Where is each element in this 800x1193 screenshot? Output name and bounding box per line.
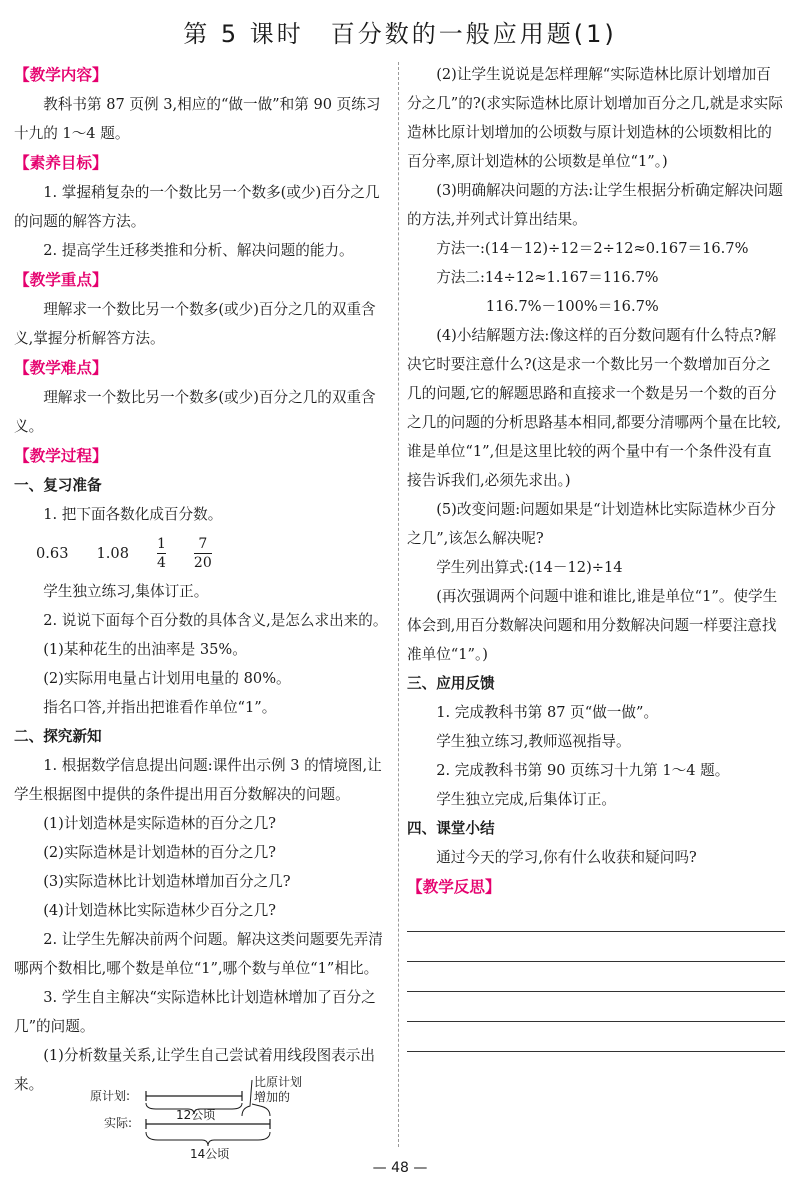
reflection-line [407,902,785,932]
explore-step-2: 2. 让学生先解决前两个问题。解决这类问题要先弄清哪两个数相比,哪个数是单位“1”,哪个数与单位“1”相比。 [14,931,383,977]
feedback-2: 2. 完成教科书第 90 页练习十九第 1～4 题。 [436,762,730,779]
heading-key-points: 【教学重点】 [14,271,108,289]
key-points-text: 理解求一个数比另一个数多(或少)百分之几的双重含义,掌握分析解答方法。 [14,301,376,347]
explore-question-2: (2)实际造林是计划造林的百分之几? [43,844,276,861]
explore-question-1: (1)计划造林是实际造林的百分之几? [43,815,276,832]
heading-teaching-content: 【教学内容】 [14,66,108,84]
fraction-denominator: 4 [157,554,166,571]
fraction-1-4 [157,536,166,571]
difficulties-text: 理解求一个数比另一个数多(或少)百分之几的双重含义。 [14,389,376,435]
section-summary: 四、课堂小结 [407,820,495,837]
right-column [407,60,785,1052]
feedback-2-note: 学生独立完成,后集体订正。 [436,791,616,808]
review-note-2: 指名口答,并指出把谁看作单位“1”。 [43,699,277,716]
review-item-a: (1)某种花生的出油率是 35%。 [43,641,247,658]
feedback-1: 1. 完成教科书第 87 页“做一做”。 [436,704,659,721]
increase-label-2: 增加的 [254,1090,291,1104]
number-item: 1.08 [96,544,129,562]
explore-step-3-1: (1)分析数量关系,让学生自己尝试着用线段图表示出来。 [14,1047,375,1093]
fraction-denominator: 20 [193,554,212,571]
column-divider [398,62,399,1147]
explore-question-3: (3)实际造林比计划造林增加百分之几? [43,873,291,890]
reflection-line [407,962,785,992]
explore-step-3: 3. 学生自主解决“实际造林比计划造林增加了百分之几”的问题。 [14,989,376,1035]
page-title: 第 5 课时 百分数的一般应用题(1) [183,20,617,48]
reflection-line [407,932,785,962]
review-item-b: (2)实际用电量占计划用电量的 80%。 [43,670,291,687]
actual-brace [146,1132,270,1146]
goal-2: 2. 提高学生迁移类推和分析、解决问题的能力。 [43,242,354,259]
section-review: 一、复习准备 [14,477,102,494]
explore-step-1: 1. 根据数学信息提出问题:课件出示例 3 的情境图,让学生根据图中提供的条件提出用百分数解决的问题。 [14,757,382,803]
review-question-2: 2. 说说下面每个百分数的具体含义,是怎么求出来的。 [43,612,388,629]
increase-label-1: 比原计划 [254,1075,303,1089]
review-question-1: 1. 把下面各数化成百分数。 [43,506,223,523]
method-1: 方法一:(14－12)÷12＝2÷12≈0.167＝16.7% [436,240,749,257]
fraction-numerator: 1 [157,535,166,552]
actual-value: 14公顷 [190,1147,230,1161]
reflection-line [407,1022,785,1052]
number-list [14,529,392,577]
summary-text: 通过今天的学习,你有什么收获和疑问吗? [436,849,697,866]
variant-emphasis: (再次强调两个问题中谁和谁比,谁是单位“1”。使学生体会到,用百分数解决问题和用分数解决问题一样要注意找准单位“1”。) [407,588,778,663]
explore-question-4: (4)计划造林比实际造林少百分之几? [43,902,276,919]
goal-1: 1. 掌握稍复杂的一个数比另一个数多(或少)百分之几的问题的解答方法。 [14,184,380,230]
increase-brace-right [252,1104,270,1116]
variant-question: (5)改变问题:问题如果是“计划造林比实际造林少百分之几”,该怎么解决呢? [407,501,776,547]
reflection-line [407,992,785,1022]
heading-goals: 【素养目标】 [14,154,108,172]
fraction-bar [194,553,212,554]
heading-process: 【教学过程】 [14,447,108,465]
review-note-1: 学生独立练习,集体订正。 [43,583,209,600]
plan-label: 原计划: [90,1089,131,1103]
heading-difficulties: 【教学难点】 [14,359,108,377]
number-item: 0.63 [36,544,69,562]
teaching-content-text: 教科书第 87 页例 3,相应的“做一做”和第 90 页练习十九的 1～4 题。 [14,96,381,142]
actual-label: 实际: [104,1116,133,1130]
section-feedback: 三、应用反馈 [407,675,495,692]
variant-formula: 学生列出算式:(14－12)÷14 [436,559,623,576]
summary-method: (4)小结解题方法:像这样的百分数问题有什么特点?解决它时要注意什么?(这是求一个数比另一个数增加百分之几的问题,它的解题思路和直接求一个数是另一个数的百分之几的问题的分析思路基本相同,都要分清哪两个量在比较,谁是单位“1”,但是这里比较的两个量中有一个条件没有直接告诉我们,必须先求出。) [407,327,782,489]
method-2b: 116.7%－100%＝16.7% [485,298,659,315]
method-2a: 方法二:14÷12≈1.167＝116.7% [436,269,659,286]
analysis-2: (2)让学生说说是怎样理解“实际造林比原计划增加百分之几”的?(求实际造林比原计划增加百分之几,就是求实际造林比原计划增加的公顷数与原计划造林的公顷数相比的百分率,原计划造林的公顷数是单位“1”。) [407,66,783,170]
feedback-1-note: 学生独立练习,教师巡视指导。 [436,733,631,750]
analysis-3: (3)明确解决问题的方法:让学生根据分析确定解决问题的方法,并列式计算出结果。 [407,182,783,228]
line-segment-diagram [90,1072,330,1164]
page-number: — 48 — [372,1160,428,1176]
fraction-numerator: 7 [198,535,208,552]
left-column [14,60,392,1099]
section-explore: 二、探究新知 [14,728,102,745]
increase-brace [242,1080,252,1116]
fraction-bar [157,553,166,554]
plan-value: 12公顷 [176,1108,216,1122]
heading-reflection: 【教学反思】 [407,878,501,896]
fraction-7-20 [194,536,212,571]
